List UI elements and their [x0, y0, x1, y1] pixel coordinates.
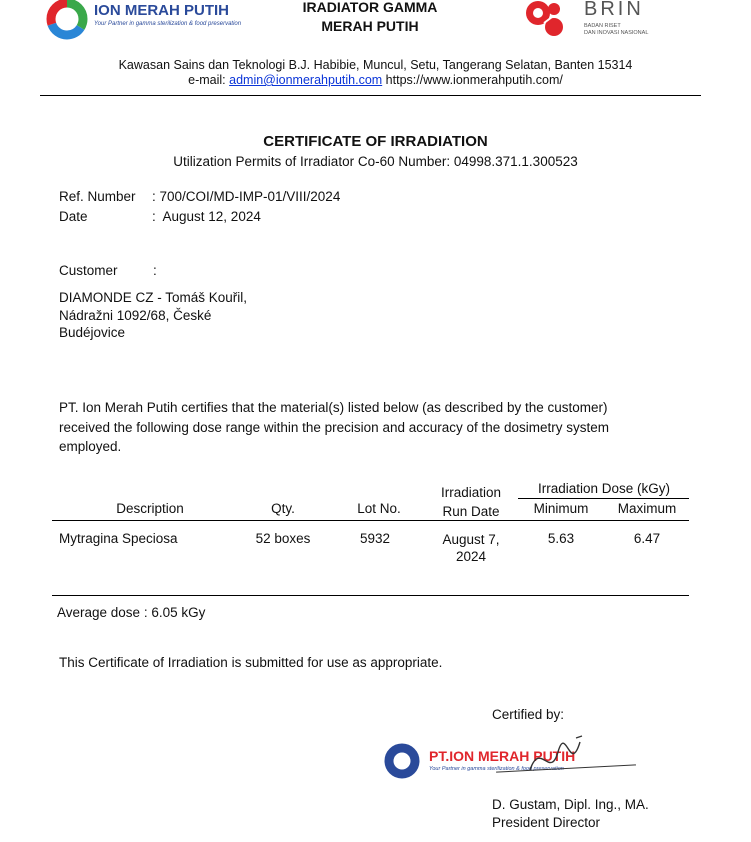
certificate-title: CERTIFICATE OF IRRADIATION — [263, 133, 488, 150]
ion-logo-tagline: Your Partner in gamma sterilization & food preservation — [94, 21, 242, 27]
row-run-date — [425, 531, 517, 565]
row-min: 5.63 — [547, 531, 575, 546]
col-header-description: Description — [116, 501, 184, 516]
stamp-name: PT.ION MERAH PUTIH — [429, 748, 576, 764]
customer-line3: Budéjovice — [59, 325, 126, 340]
customer-line2: Nádražni 1092/68, České — [59, 308, 212, 323]
header-contact — [0, 73, 751, 87]
statement-line2: received the following dose range within the precision and accuracy of the dosimetry system — [59, 420, 610, 435]
header-title-line2: MERAH PUTIH — [321, 18, 419, 34]
row-qty: 52 boxes — [255, 531, 311, 546]
header-title — [270, 0, 470, 36]
customer-line1: DIAMONDE CZ - Tomáš Kouřil, — [59, 290, 248, 305]
ref-number-value: : 700/COI/MD-IMP-01/VIII/2024 — [152, 189, 341, 204]
header-address: Kawasan Sains dan Teknologi B.J. Habibie, Muncul, Setu, Tangerang Selatan, Banten 15314 — [118, 58, 633, 72]
brin-emblem-icon — [524, 0, 572, 39]
col-header-run-date-line1: Irradiation — [440, 485, 502, 500]
ref-number-label: Ref. Number — [59, 189, 136, 204]
row-lot: 5932 — [359, 531, 391, 546]
brin-logo-sub1: BADAN RISET — [584, 23, 621, 29]
website-text[interactable]: https://www.ionmerahputih.com/ — [385, 73, 563, 87]
table-header-rule — [52, 520, 689, 521]
email-link[interactable]: admin@ionmerahputih.com — [229, 73, 383, 87]
row-run-date-line2: 2024 — [455, 549, 487, 564]
brin-logo-sub2: DAN INOVASI NASIONAL — [584, 30, 649, 36]
stamp-tagline: Your Partner in gamma sterilization & food preservation — [429, 766, 564, 772]
certified-by: Certified by: — [492, 707, 565, 722]
statement-line3: employed. — [59, 439, 122, 454]
signer-title: President Director — [492, 815, 601, 830]
col-header-dose-group: Irradiation Dose (kGy) — [537, 481, 671, 496]
signer-name: D. Gustam, Dipl. Ing., MA. — [492, 797, 649, 812]
row-run-date-line1: August 7, — [442, 532, 500, 547]
statement-line1: PT. Ion Merah Putih certifies that the material(s) listed below (as described by the customer) — [59, 400, 608, 415]
col-header-max: Maximum — [617, 501, 677, 516]
col-header-min: Minimum — [533, 501, 589, 516]
brin-logo-name: BRIN — [584, 0, 644, 20]
date-value: : August 12, 2024 — [152, 209, 261, 224]
customer-label: Customer — [59, 263, 118, 278]
handwritten-signature — [520, 730, 600, 790]
col-header-qty: Qty. — [271, 501, 295, 516]
dose-table — [52, 478, 689, 596]
date-label: Date — [59, 209, 88, 224]
email-label: e-mail: — [188, 73, 226, 87]
ion-logo-ring-icon — [44, 0, 90, 42]
row-description: Mytragina Speciosa — [59, 531, 178, 546]
row-max: 6.47 — [633, 531, 661, 546]
closing-statement: This Certificate of Irradiation is submitted for use as appropriate. — [59, 655, 443, 670]
ion-merah-putih-logo — [44, 0, 304, 42]
header-title-line1: IRADIATOR GAMMA — [302, 0, 438, 15]
average-dose: Average dose : 6.05 kGy — [57, 605, 206, 620]
ion-logo-name: ION MERAH PUTIH — [94, 2, 229, 19]
stamp-ring-icon — [383, 742, 421, 780]
col-header-run-date-line2: Run Date — [442, 504, 500, 519]
brin-logo — [524, 0, 664, 39]
col-header-lot: Lot No. — [357, 501, 401, 516]
customer-colon: : — [153, 263, 157, 278]
table-bottom-rule — [52, 595, 689, 596]
header-divider — [40, 95, 701, 96]
certificate-subtitle: Utilization Permits of Irradiator Co-60 Number: 04998.371.1.300523 — [173, 154, 578, 169]
col-header-run-date — [425, 483, 517, 521]
